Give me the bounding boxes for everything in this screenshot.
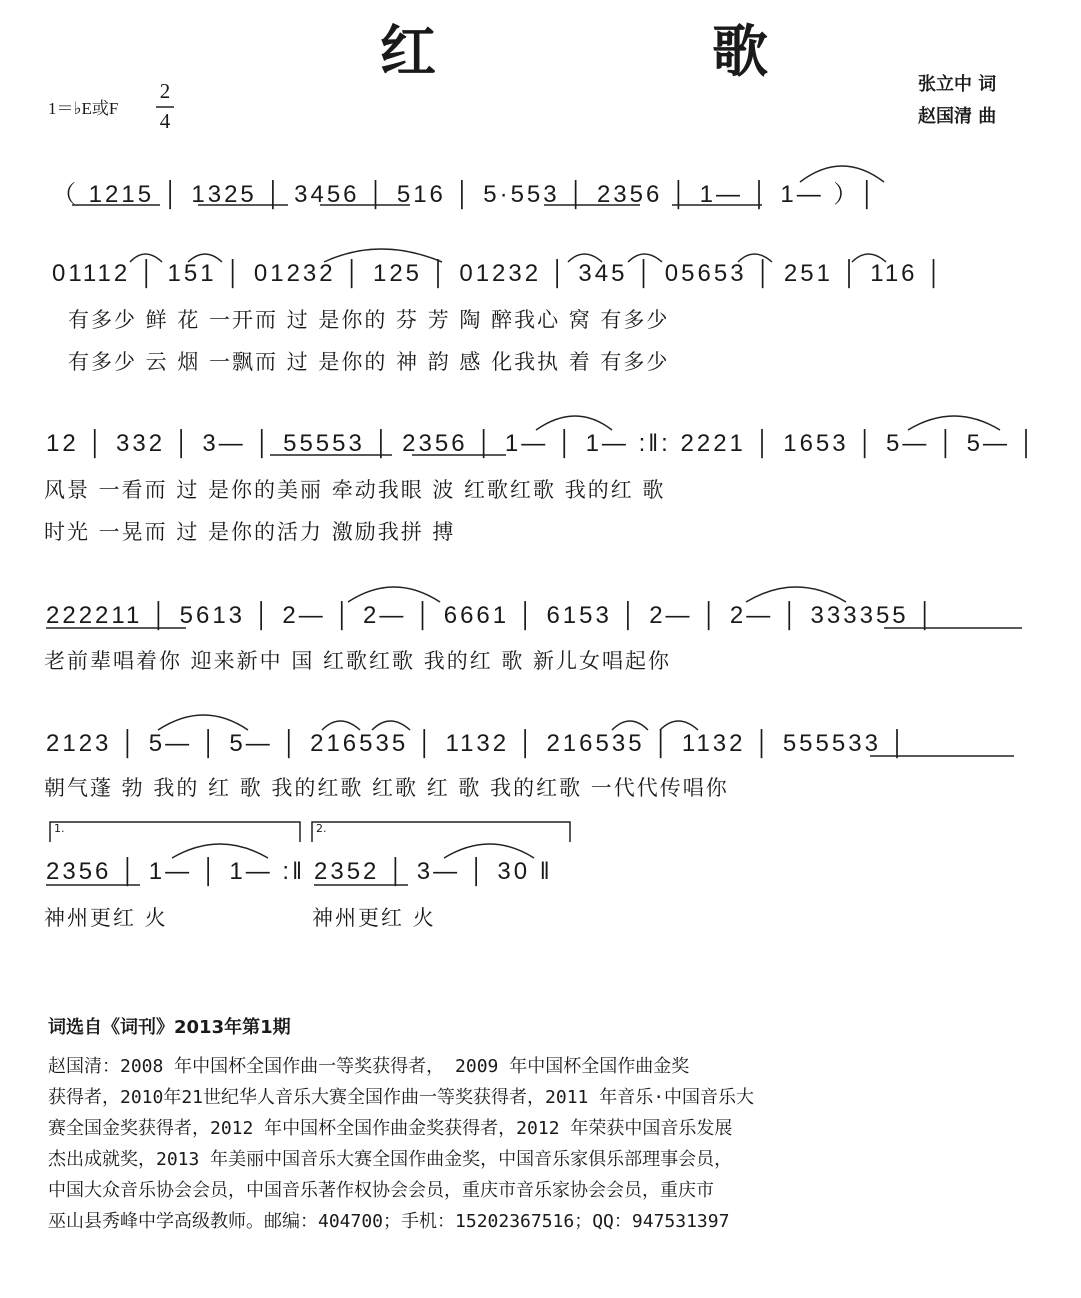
score-row-2: 01112 │ 151 │ 01232 │ 125 │ 01232 │ 345 │ 05653 │ 251 │ 116 │ [52,260,946,287]
bio-line: 赛全国金奖获得者，2012 年中国杯全国作曲金奖获得者，2012 年荣获中国音乐发展 [48,1118,733,1139]
lyrics-row-3-verse-2: 时光 一晃而 过 是你的活力 激励我拼 搏 [44,520,456,544]
lyrics-row-2-verse-1: 有多少 鲜 花 一开而 过 是你的 芬 芳 陶 醉我心 窝 有多少 [68,308,670,332]
lyricist-credit: 张立中 词 [918,74,997,95]
composer-credit: 赵国清 曲 [918,106,997,127]
lyrics-row-5: 朝气蓬 勃 我的 红 歌 我的红歌 红歌 红 歌 我的红歌 一代代传唱你 [44,776,729,800]
score-row-6-ending-1: 2356 │ 1— │ 1— :‖ [46,858,306,885]
lyrics-source: 词选自《词刊》2013年第1期 [48,1017,291,1038]
song-title: 红 歌 [380,19,878,85]
lyrics-row-4: 老前辈唱着你 迎来新中 国 红歌红歌 我的红 歌 新儿女唱起你 [44,649,672,673]
time-signature-denominator: 4 [159,109,171,133]
score-row-6-ending-2: 2352 │ 3— │ 30 ‖ [314,858,553,885]
lyrics-row-6-ending-1: 神州更红 火 [44,906,168,930]
bio-line: 获得者，2010年21世纪华人音乐大赛全国作曲一等奖获得者，2011 年音乐·中国音乐大 [48,1087,755,1108]
lyrics-row-6-ending-2: 神州更红 火 [312,906,436,930]
score-row-5: 2123 │ 5— │ 5— │ 216535 │ 1132 │ 216535 │ 1132 │ 555533 │ [46,730,909,757]
bio-line: 杰出成就奖，2013 年美丽中国音乐大赛全国作曲金奖，中国音乐家俱乐部理事会员， [48,1149,733,1170]
volta-2-label: 2. [316,822,327,835]
volta-1-label: 1. [54,822,65,835]
lyrics-row-3-verse-1: 风景 一看而 过 是你的美丽 牵动我眼 波 红歌红歌 我的红 歌 [44,478,666,502]
key-signature: 1＝♭E或F [48,99,119,118]
bio-line: 中国大众音乐协会会员，中国音乐著作权协会会员，重庆市音乐家协会会员，重庆市 [48,1180,714,1201]
lyrics-row-2-verse-2: 有多少 云 烟 一飘而 过 是你的 神 韵 感 化我执 着 有多少 [68,350,670,374]
score-row-4: 222211 │ 5613 │ 2— │ 2— │ 6661 │ 6153 │ 2— │ 2— │ 333355 │ [46,602,937,629]
time-signature-numerator: 2 [159,79,171,103]
bio-line: 巫山县秀峰中学高级教师。邮编：404700；手机：15202367516；QQ：947531397 [48,1211,730,1232]
score-row-3: 12 │ 332 │ 3— │ 55553 │ 2356 │ 1— │ 1— :‖: 2221 │ 1653 │ 5— │ 5— │ [46,430,1038,457]
bio-line: 赵国清：2008 年中国杯全国作曲一等奖获得者， 2009 年中国杯全国作曲金奖 [48,1056,690,1077]
score-row-1: （ 1215 │ 1325 │ 3456 │ 516 │ 5·553 │ 2356 │ 1— │ 1— ）│ [52,181,879,208]
